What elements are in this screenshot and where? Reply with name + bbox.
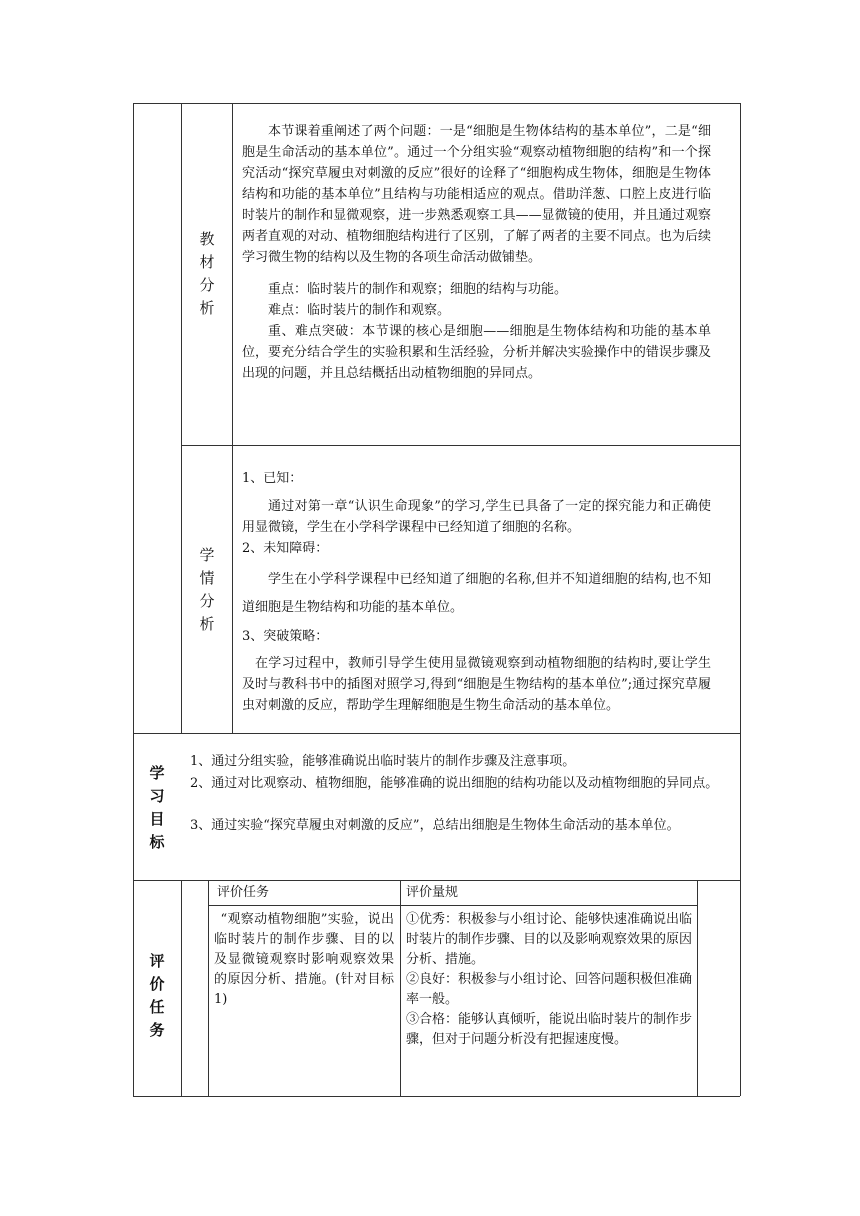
pingjia-rubric-pass: ③合格：能够认真倾听，能说出临时装片的制作步骤，但对于问题分析没有把握速度慢。 (406, 1012, 693, 1047)
inner-table-right (697, 880, 698, 1096)
xueqing-heading-known: 1、已知： (242, 471, 303, 486)
jiaocai-tupo: 重、难点突破：本节课的核心是细胞——细胞是生物体结构和功能的基本单位，要充分结合学生的实验积累和生活经验，分析并解决实验操作中的错误步骤及出现的问题，并且总结概括出动植物细胞的异同点。 (242, 324, 711, 381)
col-divider-pingjia (181, 880, 182, 1096)
table-top-border (133, 103, 740, 104)
xueqing-obstacle-text: 学生在小学科学课程中已经知道了细胞的名称,但并不知道细胞的结构,也不知道细胞是生物结构和功能的基本单位。 (242, 572, 711, 615)
mubiao-item-3: 3、通过实验“探究草履虫对刺激的反应”，总结出细胞是生物体生命活动的基本单位。 (190, 818, 680, 833)
xueqing-heading-obstacle: 2、未知障碍： (242, 541, 329, 556)
divider-jiaocai-xueqing (181, 445, 740, 446)
table-right-border (740, 103, 741, 1096)
col-divider-upper (181, 103, 182, 733)
pingjia-task-text: “观察动植物细胞”实验，说出临时装片的制作步骤、目的以及显微镜观察时影响观察效果的原因分析、措施。(针对目标 1) (214, 912, 394, 1007)
xueqing-strategy-text: 在学习过程中，教师引导学生使用显微镜观察到动植物细胞的结构时,要让学生及时与教科书中的插图对照学习,得到“细胞是生物结构的基本单位”;通过探究草履虫对刺激的反应，帮助学生理解细胞是生物生命活动的基本单位。 (242, 656, 711, 713)
label-jiaocai: 教 材 分 析 (199, 230, 215, 317)
table-left-border (133, 103, 134, 1096)
table-bottom-border (133, 1096, 740, 1097)
mubiao-item-1: 1、通过分组实验，能够准确说出临时装片的制作步骤及注意事项。 (190, 754, 576, 769)
inner-table-left (208, 880, 209, 1096)
inner-table-header-bottom (208, 905, 697, 906)
jiaocai-nandian: 难点：临时装片的制作和观察。 (268, 303, 451, 318)
divider-mubiao-pingjia (133, 880, 740, 881)
col-divider-label-upper (232, 103, 233, 733)
label-mubiao: 学 习 目 标 (149, 764, 165, 851)
pingjia-col2-header: 评价量规 (406, 885, 459, 900)
label-xueqing: 学 情 分 析 (199, 546, 215, 633)
pingjia-col1-header: 评价任务 (217, 885, 270, 900)
inner-table-mid (400, 880, 401, 1096)
pingjia-rubric-good: ②良好：积极参与小组讨论、回答问题积极但准确率一般。 (406, 972, 693, 1007)
xueqing-known-text: 通过对第一章“认识生命现象”的学习,学生已具备了一定的探究能力和正确使用显微镜，学生在小学科学课程中已经知道了细胞的名称。 (242, 499, 711, 535)
divider-xueqing-mubiao (133, 733, 740, 734)
jiaocai-paragraph-1: 本节课着重阐述了两个问题：一是“细胞是生物体结构的基本单位”，二是“细胞是生命活动的基本单位”。通过一个分组实验“观察动植物细胞的结构”和一个探究活动“探究草履虫对刺激的反应”很好的诠释了“细胞构成生物体，细胞是生物体结构和功能的基本单位”且结构与功能相适应的观点。借助洋葱、口腔上皮进行临时装片的制作和显微观察，进一步熟悉观察工具——显微镜的使用，并且通过观察两者直观的对动、植物细胞结构进行了区别，了解了两者的主要不同点。也为后续学习微生物的结构以及生物的各项生命活动做铺垫。 (242, 124, 711, 265)
mubiao-item-2: 2、通过对比观察动、植物细胞，能够准确的说出细胞的结构功能以及动植物细胞的异同点。 (190, 776, 719, 791)
xueqing-heading-strategy: 3、突破策略： (242, 629, 329, 644)
label-pingjia: 评 价 任 务 (149, 952, 165, 1039)
pingjia-rubric-excellent: ①优秀：积极参与小组讨论、能够快速准确说出临时装片的制作步骤、目的以及影响观察效果的原因分析、措施。 (406, 912, 693, 967)
jiaocai-zhongdian: 重点：临时装片的制作和观察；细胞的结构与功能。 (268, 282, 568, 297)
